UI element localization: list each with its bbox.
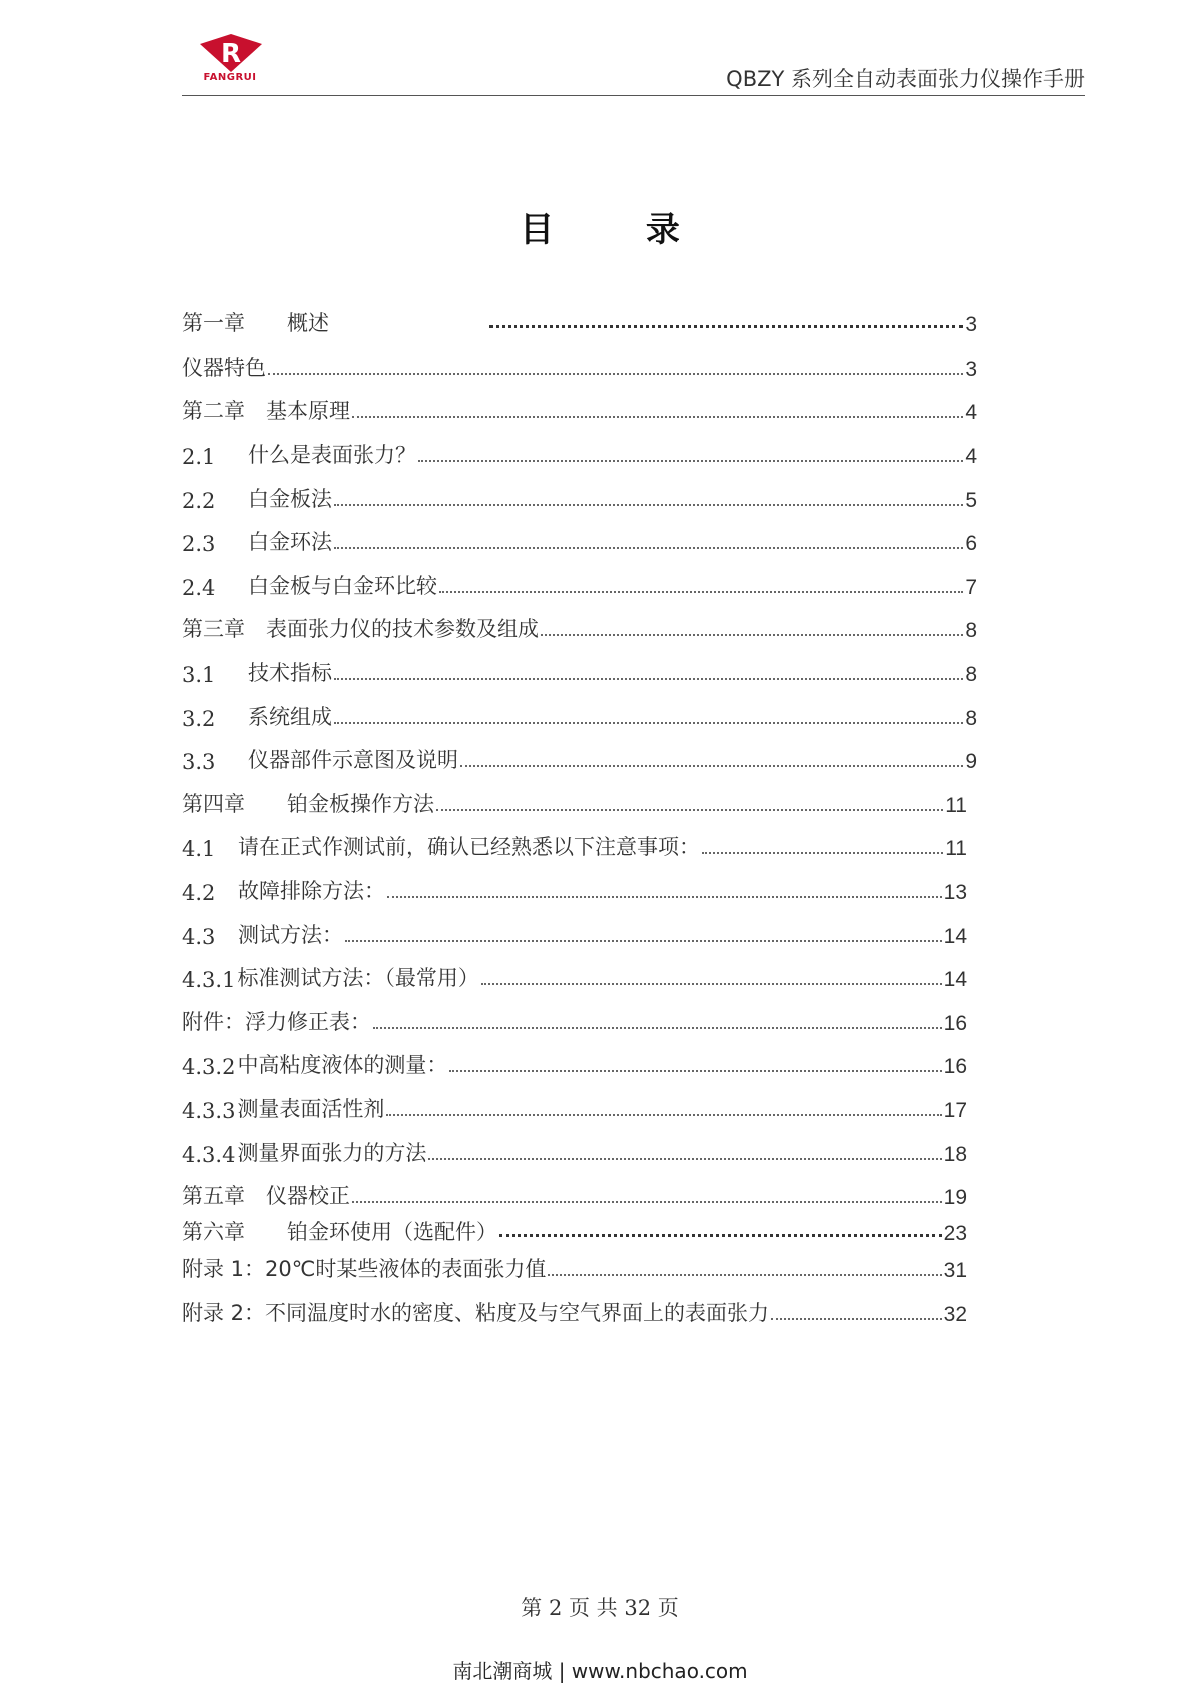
toc-page-number: 14 — [943, 925, 967, 948]
toc-entry-label: 仪器特色 — [182, 356, 266, 380]
toc-leader-dots — [489, 325, 963, 328]
toc-entry-number: 4.3.2 — [182, 1055, 236, 1079]
toc-entry[interactable] — [182, 524, 977, 556]
toc-page-number: 8 — [965, 663, 977, 686]
toc-page-number: 32 — [943, 1303, 967, 1326]
toc-entry-label: 仪器部件示意图及说明 — [248, 748, 458, 772]
toc-entry-label: 白金板法 — [248, 487, 332, 511]
toc-entry-number: 2.2 — [182, 489, 216, 513]
toc-entry-label: 附件：浮力修正表： — [182, 1010, 371, 1034]
toc-entry[interactable] — [182, 960, 967, 992]
toc-entry-label: 附录 1：20℃时某些液体的表面张力值 — [182, 1257, 547, 1281]
toc-entry-label: 白金板与白金环比较 — [248, 574, 437, 598]
toc-leader-dots — [373, 1027, 942, 1029]
toc-entry[interactable] — [182, 917, 967, 949]
toc-page-number: 4 — [965, 401, 977, 424]
site-watermark: 南北潮商城 | www.nbchao.com — [452, 1659, 748, 1683]
toc-entry[interactable] — [182, 1004, 967, 1036]
toc-page-number: 3 — [965, 313, 977, 336]
toc-leader-dots — [268, 373, 963, 375]
toc-page-number: 18 — [943, 1143, 967, 1166]
logo-text: FANGRUI — [203, 72, 257, 83]
toc-leader-dots — [387, 896, 942, 898]
toc-entry[interactable] — [182, 829, 967, 861]
toc-page-number: 4 — [965, 445, 977, 468]
toc-page-number: 17 — [943, 1099, 967, 1122]
toc-entry[interactable] — [182, 742, 977, 774]
toc-entry-label: 第三章 表面张力仪的技术参数及组成 — [182, 617, 539, 641]
toc-entry[interactable] — [182, 786, 967, 818]
toc-entry[interactable] — [182, 1178, 967, 1210]
toc-entry-number: 4.3.4 — [182, 1143, 236, 1167]
toc-entry[interactable] — [182, 1091, 967, 1123]
toc-leader-dots — [460, 765, 963, 767]
page-number: 第 2 页 共 32 页 — [521, 1596, 679, 1620]
toc-leader-dots — [386, 1114, 941, 1116]
toc-entry-label: 第六章 铂金环使用（选配件） — [182, 1220, 497, 1244]
toc-leader-dots — [436, 809, 943, 811]
toc-entry-label: 白金环法 — [248, 530, 332, 554]
toc-entry[interactable] — [182, 305, 977, 337]
toc-entry-label: 测试方法： — [238, 923, 343, 947]
toc-page-number: 16 — [943, 1012, 967, 1035]
toc-page-number: 3 — [965, 358, 977, 381]
toc-page-number: 7 — [965, 576, 977, 599]
toc-page-number: 16 — [943, 1055, 967, 1078]
toc-leader-dots — [334, 504, 963, 506]
toc-entry-label: 系统组成 — [248, 705, 332, 729]
toc-page-number: 23 — [943, 1222, 967, 1245]
toc-leader-dots — [352, 416, 963, 418]
toc-entry-label: 测量界面张力的方法 — [237, 1141, 427, 1165]
manual-title: QBZY 系列全自动表面张力仪操作手册 — [726, 67, 1085, 91]
toc-entry-label: 标准测试方法：（最常用） — [237, 966, 479, 990]
toc-entry-number: 2.4 — [182, 576, 216, 600]
toc-entry-label: 测量表面活性剂 — [237, 1097, 385, 1121]
toc-leader-dots — [702, 852, 943, 854]
toc-entry-number: 4.1 — [182, 837, 216, 861]
toc-leader-dots — [771, 1318, 942, 1320]
toc-leader-dots — [439, 591, 963, 593]
toc-entry-label: 第一章 概述 — [182, 311, 329, 335]
toc-leader-dots — [481, 983, 942, 985]
toc-entry[interactable] — [182, 437, 977, 469]
toc-entry[interactable] — [182, 1047, 967, 1079]
toc-entry[interactable] — [182, 1251, 967, 1283]
page-header — [182, 30, 1085, 96]
toc-entry-number: 3.2 — [182, 707, 216, 731]
toc-leader-dots — [334, 678, 963, 680]
toc-leader-dots — [334, 547, 963, 549]
toc-entry[interactable] — [182, 873, 967, 905]
toc-entry-number: 2.1 — [182, 445, 216, 469]
toc-page-number: 13 — [943, 881, 967, 904]
toc-entry-label: 故障排除方法： — [238, 879, 385, 903]
toc-entry-label: 技术指标 — [248, 661, 332, 685]
toc-page-number: 8 — [965, 619, 977, 642]
toc-page-number: 19 — [943, 1186, 967, 1209]
toc-leader-dots — [548, 1274, 941, 1276]
toc-leader-dots — [334, 722, 963, 724]
svg-text:R: R — [220, 39, 242, 69]
toc-page-number: 5 — [965, 489, 977, 512]
toc-page-number: 9 — [965, 750, 977, 773]
toc-page-number: 6 — [965, 532, 977, 555]
toc-entry[interactable] — [182, 655, 977, 687]
toc-entry-label: 请在正式作测试前，确认已经熟悉以下注意事项： — [238, 835, 700, 859]
toc-entry[interactable] — [182, 568, 977, 600]
toc-entry-label: 第四章 铂金板操作方法 — [182, 792, 434, 816]
toc-entry[interactable] — [182, 699, 977, 731]
toc-entry-number: 3.3 — [182, 750, 216, 774]
toc-entry-label: 附录 2：不同温度时水的密度、粘度及与空气界面上的表面张力 — [182, 1301, 770, 1325]
toc-page-number: 8 — [965, 707, 977, 730]
toc-leader-dots — [428, 1158, 941, 1160]
toc-entry[interactable] — [182, 481, 977, 513]
toc-leader-dots — [541, 634, 963, 636]
toc-entry-number: 4.3 — [182, 925, 216, 949]
toc-entry-label: 第二章 基本原理 — [182, 399, 350, 423]
toc-entry[interactable] — [182, 611, 977, 643]
toc-entry[interactable] — [182, 1214, 967, 1246]
toc-leader-dots — [345, 940, 942, 942]
toc-leader-dots — [499, 1234, 942, 1237]
toc-entry-number: 4.3.3 — [182, 1099, 236, 1123]
toc-entry-number: 4.3.1 — [182, 968, 236, 992]
toc-leader-dots — [449, 1070, 941, 1072]
toc-entry-number: 2.3 — [182, 532, 216, 556]
toc-entry[interactable] — [182, 350, 977, 382]
toc-page-number: 31 — [943, 1259, 967, 1282]
toc-entry-label: 中高粘度液体的测量： — [237, 1053, 448, 1077]
toc-entry[interactable] — [182, 393, 977, 425]
toc-heading: 目 录 — [520, 210, 720, 250]
toc-entry[interactable] — [182, 1135, 967, 1167]
toc-leader-dots — [418, 460, 963, 462]
toc-page-number: 11 — [945, 794, 967, 817]
toc-entry[interactable] — [182, 1295, 967, 1327]
toc-entry-number: 4.2 — [182, 881, 216, 905]
toc-page-number: 11 — [945, 837, 967, 860]
toc-leader-dots — [352, 1201, 942, 1203]
toc-entry-label: 第五章 仪器校正 — [182, 1184, 350, 1208]
toc-page-number: 14 — [943, 968, 967, 991]
toc-entry-label: 什么是表面张力？ — [248, 443, 416, 467]
toc-entry-number: 3.1 — [182, 663, 216, 687]
